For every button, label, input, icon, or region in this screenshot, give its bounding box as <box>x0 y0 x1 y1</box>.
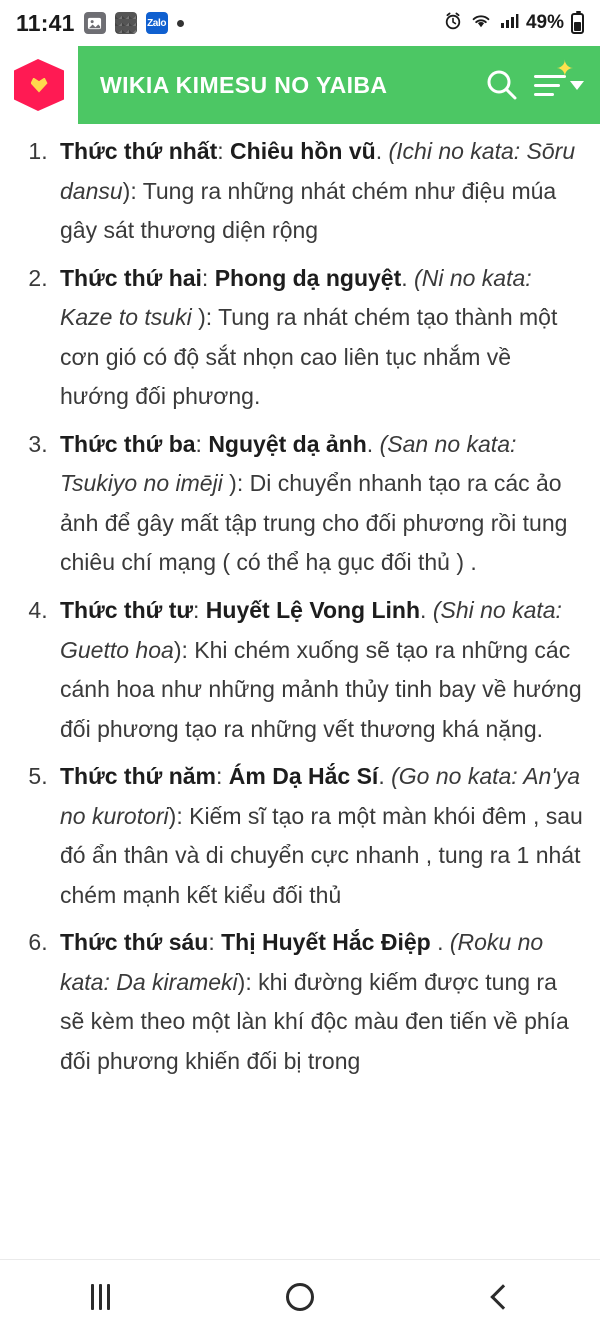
list-item <box>54 757 584 915</box>
back-button[interactable] <box>460 1272 540 1322</box>
status-bar-left <box>16 10 184 37</box>
kata-move-name: Thị Huyết Hắc Điệp <box>221 929 438 956</box>
kata-label: Thức thứ năm <box>60 763 216 790</box>
menu-button[interactable] <box>534 56 586 107</box>
kata-romaji: (Ni no kata: Kaze to tsuki <box>60 264 532 331</box>
photos-icon <box>84 12 106 34</box>
page-title: WIKIA KIMESU NO YAIBA <box>100 71 388 98</box>
kata-description: ): Kiếm sĩ tạo ra một màn khói đêm , sau đó ẩn thân và di chuyển cực nhanh , tung ra 1 nhát chém mạnh kết kiểu đối thủ <box>60 802 583 908</box>
kata-sep: : <box>217 138 231 164</box>
kata-romaji: (Ichi no kata: Sōru dansu <box>60 138 576 204</box>
kata-sep: : <box>193 597 206 624</box>
recents-icon <box>91 1284 110 1310</box>
kata-label: Thức thứ tư <box>60 597 194 624</box>
kata-move-name: Phong dạ nguyệt <box>214 264 402 291</box>
kata-move-name: Nguyệt dạ ảnh <box>208 430 367 457</box>
kata-dot: . <box>401 264 415 291</box>
kata-sep: : <box>201 264 215 291</box>
kata-description: ): khi đường kiếm được tung ra sẽ kèm theo một làn khí độc màu đen tiến về phía đối phương khiến đối bị trong <box>60 968 569 1075</box>
list-item <box>54 259 584 417</box>
article-content[interactable] <box>0 124 600 1259</box>
fandom-logo[interactable] <box>0 46 78 124</box>
kata-description: ): Di chuyển nhanh tạo ra các ảo ảnh để gây mất tập trung cho đối phương rồi tung chiêu chí mạng ( có thể hạ gục đối thủ ) . <box>60 470 568 576</box>
kata-romaji: (Go no kata: An'ya no kurotori <box>60 763 581 829</box>
kata-sep: : <box>195 430 209 457</box>
battery-percent: 49% <box>525 12 564 33</box>
kata-dot: . <box>437 929 450 956</box>
kata-label: Thức thứ sáu <box>60 929 209 956</box>
chevron-down-icon <box>570 81 584 90</box>
list-item <box>54 591 584 749</box>
kata-dot: . <box>366 430 380 457</box>
list-item <box>54 132 584 251</box>
list-item <box>54 923 584 1081</box>
kata-move-name: Ám Dạ Hắc Sí <box>228 763 379 790</box>
recents-button[interactable] <box>60 1272 140 1322</box>
kata-label: Thức thứ nhất <box>60 138 218 164</box>
status-bar-right <box>443 11 584 36</box>
signal-icon <box>499 11 519 36</box>
kata-romaji: (Roku no kata: Da kirameki <box>60 929 544 995</box>
status-clock: 11:41 <box>16 9 75 36</box>
battery-icon <box>571 13 584 34</box>
list-item <box>54 425 584 583</box>
alarm-icon <box>443 11 463 36</box>
system-navigation-bar <box>0 1259 600 1333</box>
search-icon[interactable] <box>480 63 524 107</box>
wiki-header-bar <box>78 46 600 124</box>
sparkle-icon: ✦ <box>555 56 574 81</box>
kata-dot: . <box>378 763 392 790</box>
kata-romaji: (Shi no kata: Guetto hoa <box>60 597 562 663</box>
mosaic-icon <box>115 12 137 34</box>
home-button[interactable] <box>260 1272 340 1322</box>
wifi-icon <box>470 11 492 36</box>
kata-move-name: Huyết Lệ Vong Linh <box>205 597 421 624</box>
app-header <box>0 46 600 124</box>
kata-description: ): Khi chém xuống sẽ tạo ra những các cánh hoa như những mảnh thủy tinh bay về hướng đối phương tạo ra những vết thương khá nặng. <box>60 636 582 742</box>
kata-sep: : <box>208 929 222 956</box>
back-icon <box>490 1284 515 1309</box>
kata-list <box>6 132 584 1082</box>
kata-description: ): Tung ra nhát chém tạo thành một cơn gió có độ sắt nhọn cao liên tục nhắm về hướng đối phương. <box>60 304 558 410</box>
status-bar <box>0 0 600 46</box>
kata-label: Thức thứ ba <box>60 430 196 457</box>
kata-description: ): Tung ra những nhát chém như điệu múa gây sát thương diện rộng <box>60 177 557 244</box>
fandom-logo-icon <box>14 59 64 111</box>
dot-icon <box>177 20 184 27</box>
kata-romaji: (San no kata: Tsukiyo no imēji <box>60 430 517 497</box>
zalo-icon: Zalo <box>146 12 168 34</box>
kata-label: Thức thứ hai <box>60 264 202 291</box>
kata-dot: . <box>375 138 389 164</box>
kata-sep: : <box>215 763 229 790</box>
kata-move-name: Chiêu hồn vũ <box>230 138 376 164</box>
kata-dot: . <box>420 597 433 624</box>
home-icon <box>286 1283 314 1311</box>
